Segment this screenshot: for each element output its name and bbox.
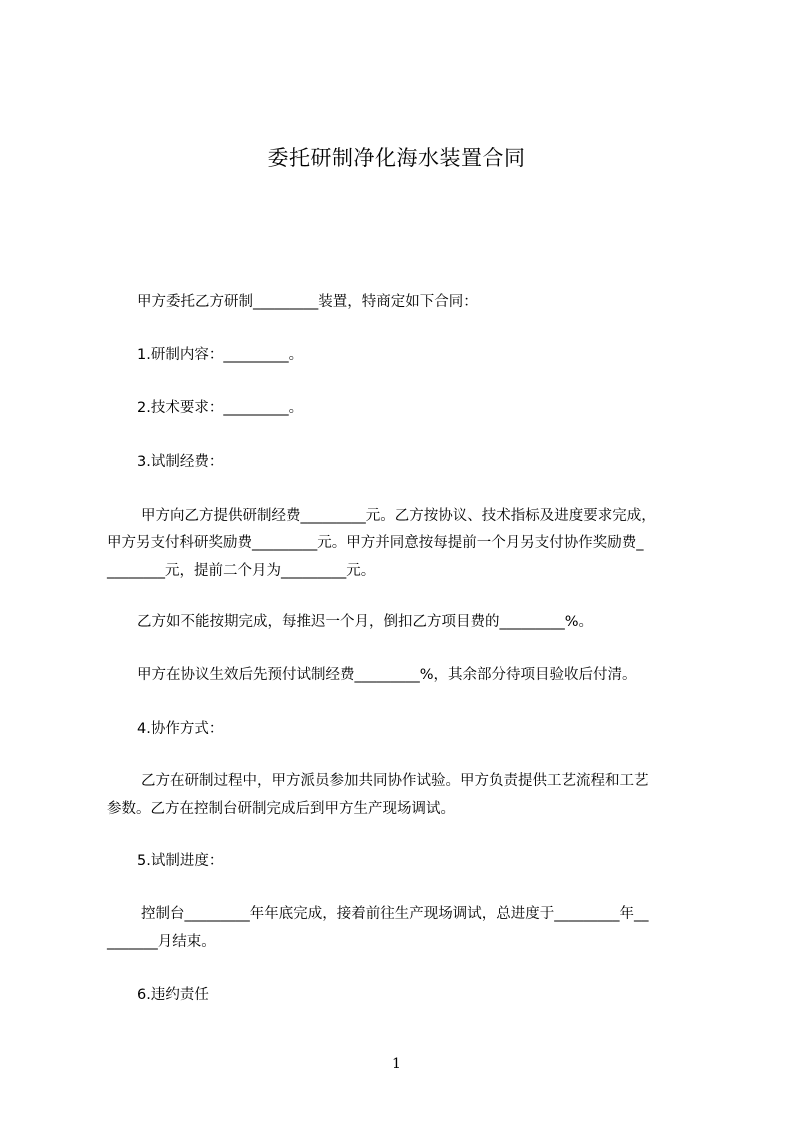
section-5-heading: 5.试制进度： <box>137 853 224 869</box>
schedule-paragraph-line-2: _______月结束。 <box>107 934 216 950</box>
section-3-heading: 3.试制经费： <box>137 454 224 470</box>
section-1-research-content: 1.研制内容：_________。 <box>137 347 304 363</box>
section-4-heading: 4.协作方式： <box>137 721 224 737</box>
intro-paragraph: 甲方委托乙方研制_________装置，特商定如下合同： <box>137 294 478 310</box>
funding-paragraph-line-2: 甲方另支付科研奖励费_________元。甲方并同意按每提前一个月另支付协作奖励费_ <box>107 535 644 551</box>
section-2-technical-requirements: 2.技术要求：_________。 <box>137 400 304 416</box>
funding-paragraph-line-1: 甲方向乙方提供研制经费_________元。乙方按协议、技术指标及进度要求完成， <box>141 508 656 524</box>
document-title: 委托研制净化海水装置合同 <box>267 146 526 170</box>
funding-paragraph-line-3: ________元，提前二个月为_________元。 <box>107 563 376 579</box>
prepayment-paragraph: 甲方在协议生效后先预付试制经费_________%，其余部分待项目验收后付清。 <box>137 667 637 683</box>
cooperation-paragraph-line-2: 参数。乙方在控制台研制完成后到甲方生产现场调试。 <box>107 801 455 817</box>
section-6-heading: 6.违约责任 <box>137 987 209 1003</box>
schedule-paragraph-line-1: 控制台_________年年底完成，接着前往生产现场调试，总进度于_________年__ <box>141 906 649 922</box>
page-number: 1 <box>392 1056 401 1072</box>
cooperation-paragraph-line-1: 乙方在研制过程中，甲方派员参加共同协作试验。甲方负责提供工艺流程和工艺 <box>141 773 649 789</box>
delay-penalty-paragraph: 乙方如不能按期完成，每推迟一个月，倒扣乙方项目费的_________%。 <box>137 614 594 630</box>
